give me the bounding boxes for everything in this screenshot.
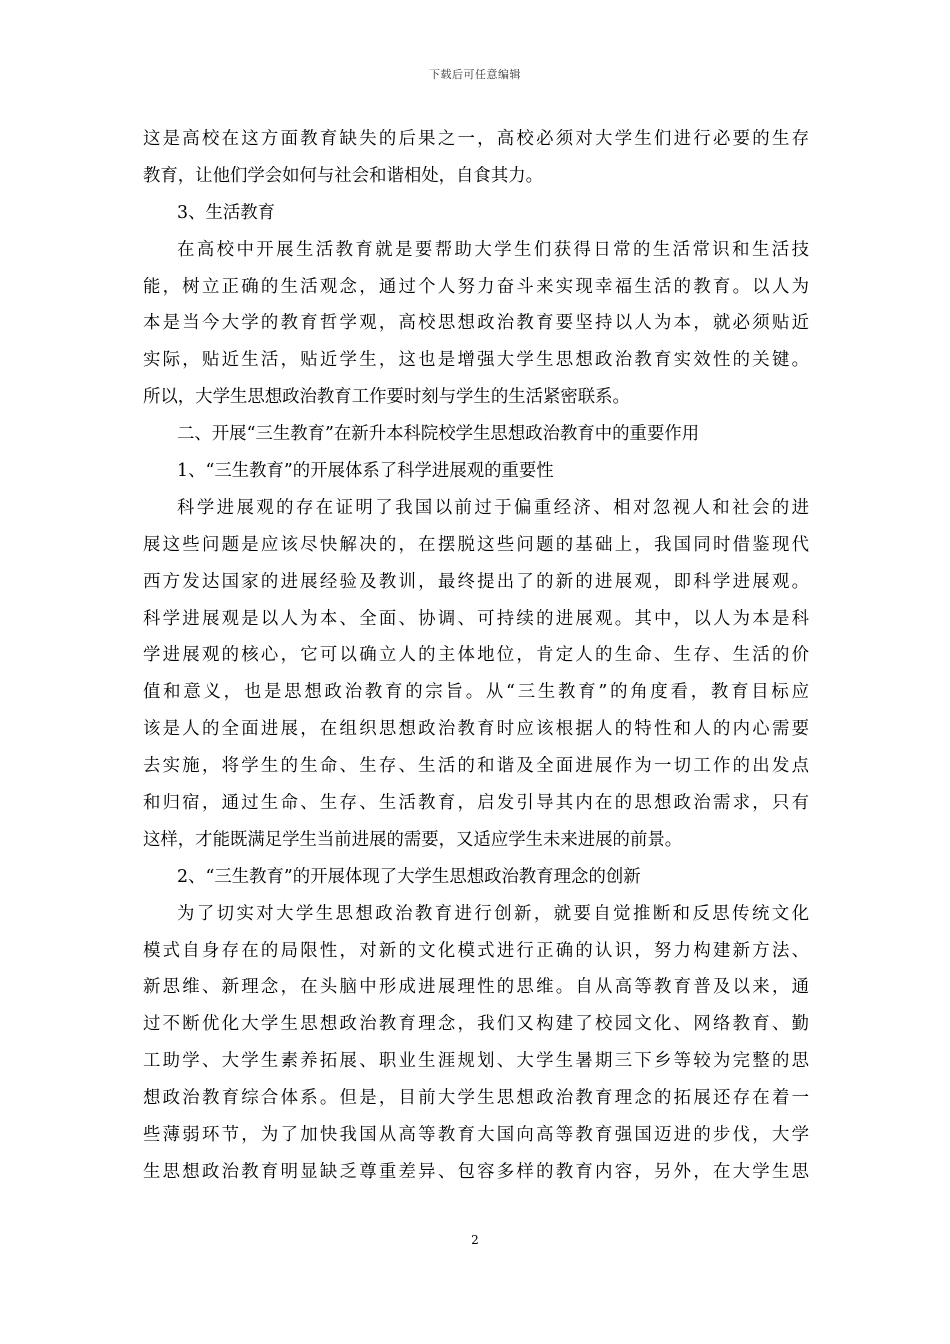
text-line: 1、“三生教育”的开展体系了科学进展观的重要性 [177, 461, 554, 482]
text-line: 二、开展“三生教育”在新升本科院校学生思想政治教育中的重要作用 [177, 424, 700, 445]
text-line: 这是高校在这方面教育缺失的后果之一，高校必须对大学生们进行必要的生存 [143, 129, 809, 149]
text-line: 学进展观的核心，它可以确立人的主体地位，肯定人的生命、生存、生活的价 [143, 645, 809, 666]
text-line: 想政治教育综合体系。但是，目前大学生思想政治教育理念的拓展还存在着一 [143, 1088, 809, 1109]
text-line: 科学进展观是以人为本、全面、协调、可持续的进展观。其中，以人为本是科 [143, 608, 809, 629]
text-line: 值和意义，也是思想政治教育的宗旨。从“三生教育”的角度看，教育目标应 [143, 682, 809, 703]
text-line: 为了切实对大学生思想政治教育进行创新，就要自觉推断和反思传统文化 [177, 903, 809, 924]
page-header: 下载后可任意编辑 [429, 68, 521, 81]
text-line: 工助学、大学生素养拓展、职业生涯规划、大学生暑期三下乡等较为完整的思 [143, 1051, 809, 1072]
text-line: 教育，让他们学会如何与社会和谐相处，自食其力。 [143, 165, 543, 186]
text-line: 在高校中开展生活教育就是要帮助大学生们获得日常的生活常识和生活技 [177, 239, 809, 260]
text-line: 展这些问题是应该尽快解决的，在摆脱这些问题的基础上，我国同时借鉴现代 [143, 534, 809, 555]
text-line: 去实施，将学生的生命、生存、生活的和谐及全面进展作为一切工作的出发点 [143, 756, 809, 777]
text-line: 科学进展观的存在证明了我国以前过于偏重经济、相对忽视人和社会的进 [177, 497, 809, 518]
text-line: 过不断优化大学生思想政治教育理念，我们又构建了校园文化、网络教育、勤 [143, 1014, 809, 1035]
text-line: 新思维、新理念，在头脑中形成进展理性的思维。自从高等教育普及以来，通 [143, 977, 809, 998]
text-line: 实际，贴近生活，贴近学生，这也是增强大学生思想政治教育实效性的关键。 [143, 350, 809, 371]
text-line: 所以，大学生思想政治教育工作要时刻与学生的生活紧密联系。 [143, 387, 630, 408]
text-line: 2、“三生教育”的开展体现了大学生思想政治教育理念的创新 [177, 866, 641, 887]
text-line: 生思想政治教育明显缺乏尊重差异、包容多样的教育内容，另外，在大学生思 [143, 1161, 809, 1182]
text-line: 和归宿，通过生命、生存、生活教育，启发引导其内在的思想政治需求，只有 [143, 793, 809, 814]
text-line: 本是当今大学的教育哲学观，高校思想政治教育要坚持以人为本，就必须贴近 [143, 313, 809, 334]
text-line: 些薄弱环节，为了加快我国从高等教育大国向高等教育强国迈进的步伐，大学 [143, 1125, 809, 1146]
text-line: 模式自身存在的局限性，对新的文化模式进行正确的认识，努力构建新方法、 [143, 940, 809, 961]
text-line: 3、生活教育 [177, 202, 276, 223]
text-line: 西方发达国家的进展经验及教训，最终提出了的新的进展观，即科学进展观。 [143, 571, 809, 592]
body-text [143, 121, 809, 1191]
text-line: 能，树立正确的生活观念，通过个人努力奋斗来实现幸福生活的教育。以人为 [143, 276, 809, 297]
text-line: 这样，才能既满足学生当前进展的需要，又适应学生未来进展的前景。 [143, 829, 683, 850]
text-line: 该是人的全面进展，在组织思想政治教育时应该根据人的特性和人的内心需要 [143, 719, 809, 740]
page-number: 2 [471, 1233, 479, 1247]
